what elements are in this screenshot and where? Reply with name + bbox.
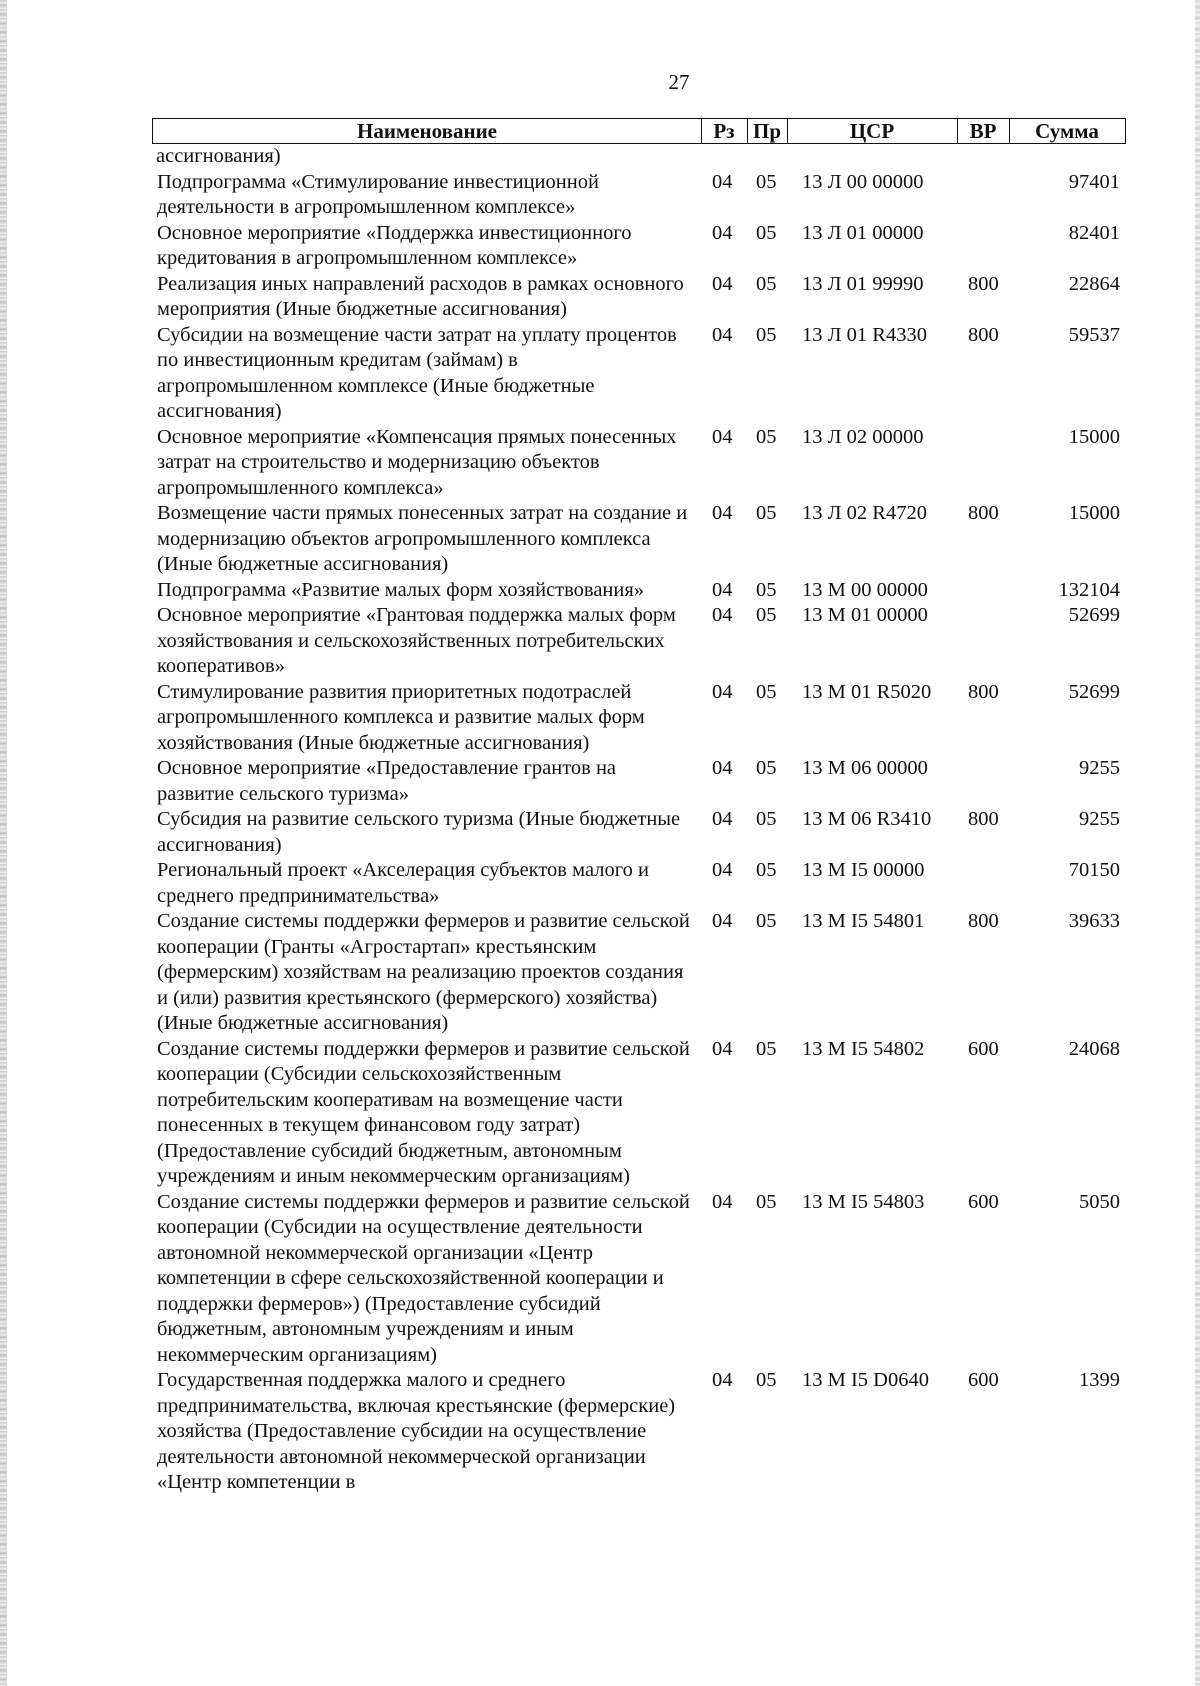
header-sum: Сумма	[1035, 119, 1099, 143]
table-row	[152, 272, 1126, 323]
row-csr: 13 М 06 R3410	[802, 808, 932, 830]
table-header	[152, 118, 1126, 144]
row-pr: 05	[756, 323, 777, 346]
row-csr: 13 Л 01 99990	[802, 272, 924, 295]
row-sum: 39633	[1068, 910, 1120, 932]
row-sum: 52699	[1068, 680, 1120, 703]
table-row	[152, 425, 1126, 502]
row-sum: 82401	[1068, 221, 1120, 244]
row-sum: 9255	[1079, 808, 1120, 830]
row-csr: 13 Л 01 R4330	[802, 323, 927, 346]
row-csr: 13 М I5 54803	[802, 1190, 925, 1213]
row-vr: 800	[968, 680, 999, 703]
row-csr: 13 М 06 00000	[802, 757, 928, 779]
row-rz: 04	[712, 323, 733, 346]
row-name: Основное мероприятие «Грантовая поддержка малых форм хозяйствования и сельскохозяйственных потребительских кооперативов»	[157, 604, 676, 677]
row-pr: 05	[756, 1369, 777, 1391]
row-container	[152, 170, 1126, 1496]
row-pr: 05	[756, 1190, 777, 1213]
row-rz: 04	[712, 502, 733, 524]
row-pr: 05	[756, 1037, 777, 1060]
row-rz: 04	[712, 221, 733, 244]
row-sum: 52699	[1068, 604, 1120, 626]
row-name: Основное мероприятие «Предоставление грантов на развитие сельского туризма»	[157, 757, 617, 805]
row-sum: 1399	[1079, 1369, 1120, 1391]
row-rz: 04	[712, 604, 733, 626]
row-pr: 05	[756, 502, 777, 524]
row-rz: 04	[712, 859, 733, 881]
row-name: Стимулирование развития приоритетных подотраслей агропромышленного комплекса и развитие малых форм хозяйствования (Иные бюджетные ассигнования)	[157, 680, 645, 754]
row-pr: 05	[756, 170, 777, 193]
table-row	[152, 603, 1126, 680]
row-name: Создание системы поддержки фермеров и развитие сельской кооперации (Субсидии сельскохозяйственным потребительским кооперативам на возмещение части понесенных в текущем финансовом году затрат) (Предоставление субсидий бюджетным, автономным учреждениям и иным некоммерческим организациям)	[157, 1037, 690, 1187]
table-row	[152, 756, 1126, 807]
table-row	[152, 1368, 1126, 1496]
table-row	[152, 1190, 1126, 1369]
header-pr: Пр	[752, 119, 781, 143]
row-pr: 05	[756, 221, 777, 244]
table-row	[152, 807, 1126, 858]
row-csr: 13 Л 02 R4720	[802, 502, 927, 524]
row-rz: 04	[712, 808, 733, 830]
row-name: Основное мероприятие «Поддержка инвестиционного кредитования в агропромышленном комплексе»	[157, 221, 632, 269]
row-csr: 13 М I5 00000	[802, 859, 925, 881]
row-name: Создание системы поддержки фермеров и развитие сельской кооперации (Гранты «Агростартап» крестьянским (фермерским) хозяйствам на реализацию проектов создания и (или) развития крестьянского (фермерского) хозяйства) (Иные бюджетные ассигнования)	[157, 910, 690, 1034]
header-name: Наименование	[357, 119, 497, 143]
row-rz: 04	[712, 1190, 733, 1213]
table-row	[152, 221, 1126, 272]
row-pr: 05	[756, 425, 777, 448]
row-csr: 13 М I5 54801	[802, 910, 925, 932]
row-vr: 600	[968, 1190, 999, 1213]
row-name: Региональный проект «Акселерация субъектов малого и среднего предпринимательства»	[157, 859, 649, 907]
row-csr: 13 М 00 00000	[802, 578, 928, 601]
row-vr: 800	[968, 272, 999, 295]
row-name: Создание системы поддержки фермеров и развитие сельской кооперации (Субсидии на осуществление деятельности автономной некоммерческой организации «Центр компетенции в сфере сельскохозяйственной кооперации и поддержки фермеров») (Предоставление субсидий бюджетным, автономным учреждениям и иным некоммерческим организациям)	[157, 1190, 690, 1366]
row-pr: 05	[756, 808, 777, 830]
row-csr: 13 Л 02 00000	[802, 425, 924, 448]
row-pr: 05	[756, 272, 777, 295]
table-row	[152, 680, 1126, 757]
row-csr: 13 М 01 00000	[802, 604, 928, 626]
row-csr: 13 Л 00 00000	[802, 170, 924, 193]
row-csr: 13 Л 01 00000	[802, 221, 924, 244]
continued-text: ассигнования)	[156, 145, 281, 167]
row-vr: 600	[968, 1369, 999, 1391]
row-sum: 59537	[1068, 323, 1120, 346]
row-pr: 05	[756, 578, 777, 601]
row-sum: 15000	[1068, 425, 1120, 448]
row-pr: 05	[756, 680, 777, 703]
row-name: Основное мероприятие «Компенсация прямых понесенных затрат на строительство и модернизацию объектов агропромышленного комплекса»	[157, 425, 677, 499]
row-csr: 13 М 01 R5020	[802, 680, 932, 703]
scan-edge-right	[1195, 0, 1200, 1686]
row-name: Возмещение части прямых понесенных затрат на создание и модернизацию объектов агропромышленного комплекса (Иные бюджетные ассигнования)	[157, 502, 688, 575]
row-name: Субсидия на развитие сельского туризма (Иные бюджетные ассигнования)	[157, 808, 681, 856]
continued-row	[152, 144, 1126, 170]
row-pr: 05	[756, 910, 777, 932]
table-row	[152, 323, 1126, 425]
table-row	[152, 1037, 1126, 1190]
row-sum: 132104	[1058, 578, 1120, 601]
header-vr: ВР	[969, 119, 997, 143]
table-row	[152, 578, 1126, 604]
row-name: Субсидии на возмещение части затрат на уплату процентов по инвестиционным кредитам (займам) в агропромышленном комплексе (Иные бюджетные ассигнования)	[157, 323, 677, 422]
row-vr: 800	[968, 808, 999, 830]
page-number: 27	[668, 70, 690, 94]
header-csr: ЦСР	[849, 119, 895, 143]
row-sum: 24068	[1068, 1037, 1120, 1060]
row-rz: 04	[712, 1369, 733, 1391]
row-rz: 04	[712, 425, 733, 448]
row-vr: 800	[968, 502, 999, 524]
row-vr: 800	[968, 910, 999, 932]
row-sum: 22864	[1068, 272, 1120, 295]
row-vr: 600	[968, 1037, 999, 1060]
row-vr: 800	[968, 323, 999, 346]
table-row	[152, 858, 1126, 909]
row-pr: 05	[756, 757, 777, 779]
table-row	[152, 909, 1126, 1037]
row-csr: 13 М I5 54802	[802, 1037, 925, 1060]
table-row	[152, 501, 1126, 578]
row-name: Подпрограмма «Стимулирование инвестиционной деятельности в агропромышленном комплексе»	[157, 170, 599, 218]
row-rz: 04	[712, 170, 733, 193]
row-rz: 04	[712, 757, 733, 779]
row-name: Реализация иных направлений расходов в рамках основного мероприятия (Иные бюджетные ассигнования)	[157, 272, 684, 320]
row-rz: 04	[712, 272, 733, 295]
row-name: Подпрограмма «Развитие малых форм хозяйствования»	[157, 578, 645, 601]
row-pr: 05	[756, 604, 777, 626]
row-sum: 9255	[1079, 757, 1120, 779]
row-sum: 97401	[1068, 170, 1120, 193]
table-body	[152, 144, 1126, 1496]
row-name: Государственная поддержка малого и среднего предпринимательства, включая крестьянские (фермерские) хозяйства (Предоставление субсидии на осуществление деятельности автономной некоммерческой организации «Центр компетенции в	[157, 1369, 676, 1493]
row-rz: 04	[712, 578, 733, 601]
row-rz: 04	[712, 910, 733, 932]
row-rz: 04	[712, 680, 733, 703]
row-sum: 15000	[1068, 502, 1120, 524]
row-csr: 13 М I5 D0640	[802, 1369, 929, 1391]
scan-edge-left	[0, 0, 7, 1686]
row-pr: 05	[756, 859, 777, 881]
row-sum: 5050	[1079, 1190, 1120, 1213]
row-rz: 04	[712, 1037, 733, 1060]
table-row	[152, 170, 1126, 221]
row-sum: 70150	[1068, 859, 1120, 881]
header-rz: Рз	[713, 119, 735, 143]
